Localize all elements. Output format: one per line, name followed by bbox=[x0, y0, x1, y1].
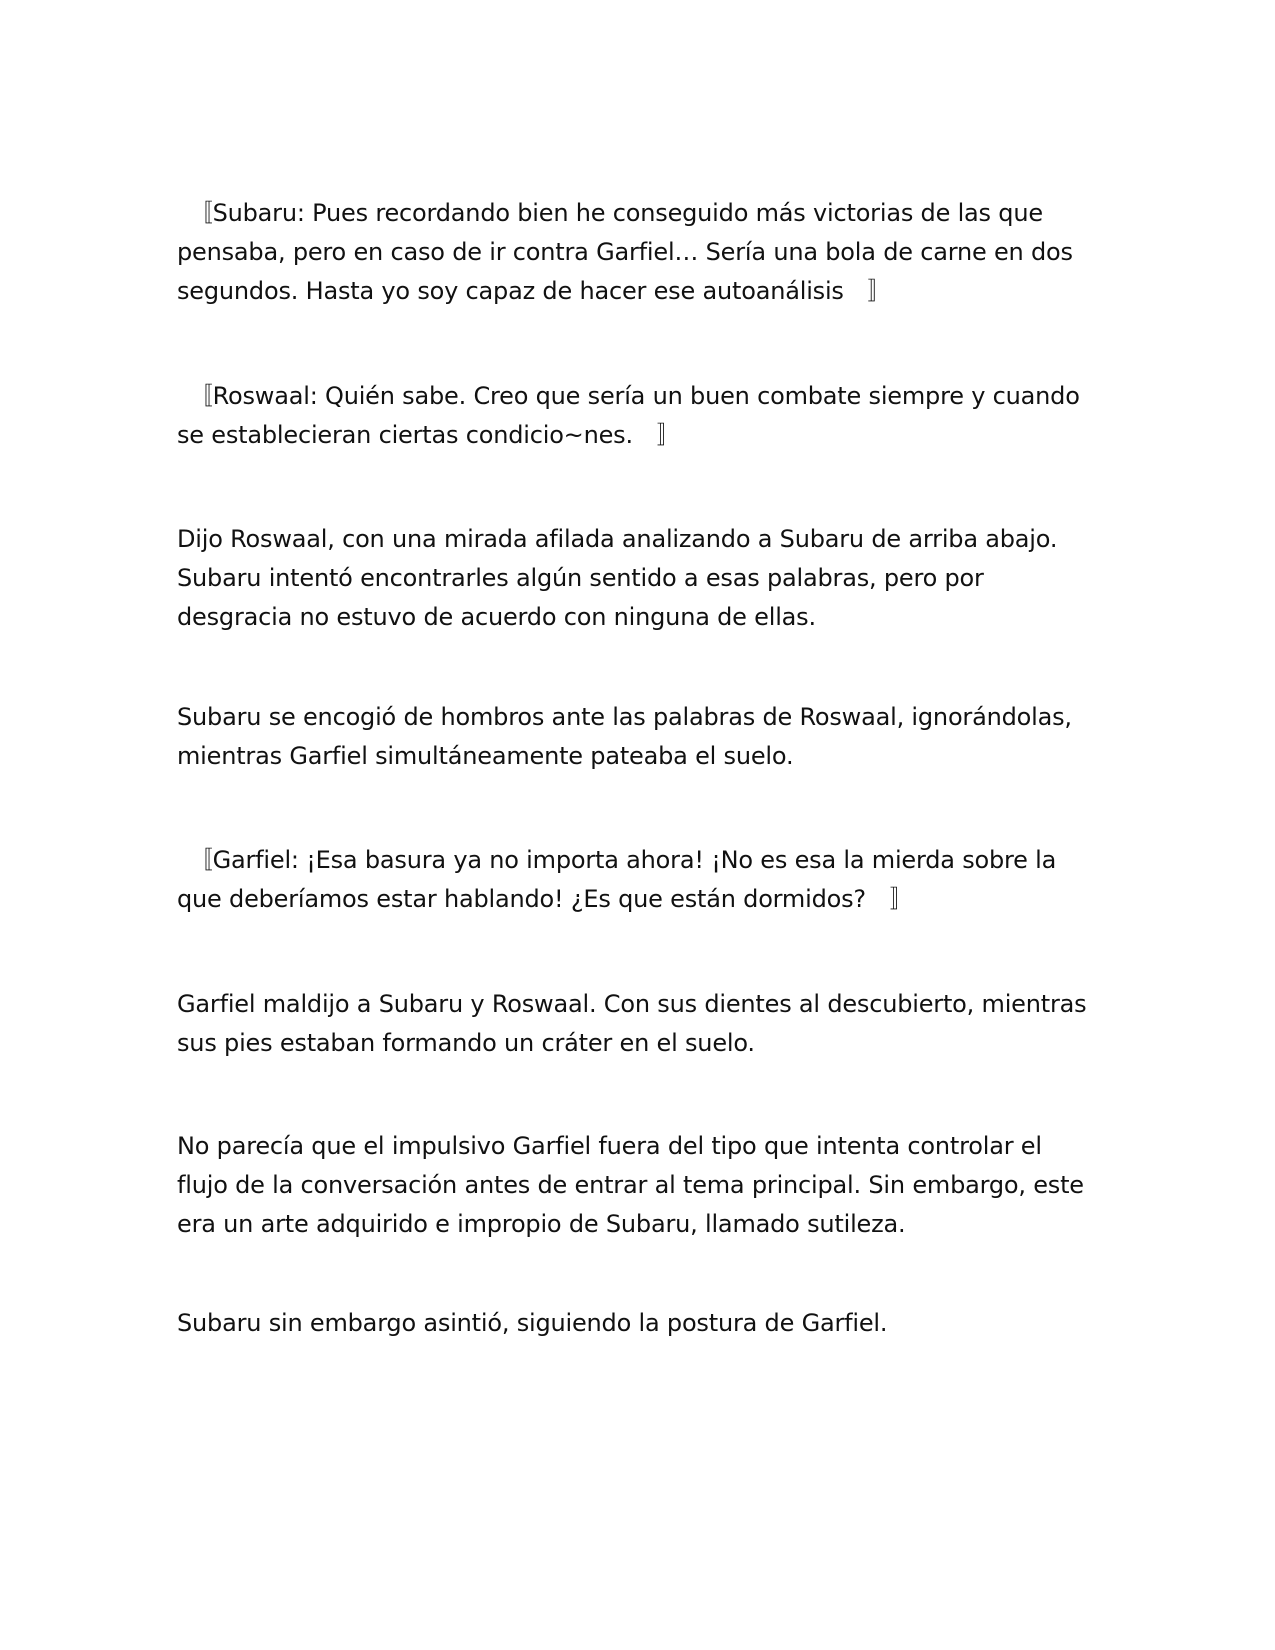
paragraph-narration-roswaal-look: Dijo Roswaal, con una mirada afilada analizando a Subaru de arriba abajo. Subaru intentó encontrarles algún sentido a esas palabras, pero por desgracia no estuvo de acuerdo con ninguna de ellas. bbox=[177, 525, 1058, 631]
paragraph-narration-garfiel-curse: Garfiel maldijo a Subaru y Roswaal. Con sus dientes al descubierto, mientras sus pies estaban formando un cráter en el suelo. bbox=[177, 990, 1087, 1057]
paragraph-roswaal-dialogue: 〚Roswaal: Quién sabe. Creo que sería un buen combate siempre y cuando se establecieran ciertas condicio~nes. 〛 bbox=[177, 382, 1080, 449]
paragraph-subaru-dialogue: 〚Subaru: Pues recordando bien he conseguido más victorias de las que pensaba, pero en caso de ir contra Garfiel… Sería una bola de carne en dos segundos. Hasta yo soy capaz de hacer ese autoanálisis 〛 bbox=[177, 199, 1073, 305]
paragraph-narration-subaru-nods: Subaru sin embargo asintió, siguiendo la postura de Garfiel. bbox=[177, 1309, 888, 1337]
paragraph-narration-subaru-shrug: Subaru se encogió de hombros ante las palabras de Roswaal, ignorándolas, mientras Garfiel simultáneamente pateaba el suelo. bbox=[177, 703, 1072, 770]
paragraph-garfiel-dialogue: 〚Garfiel: ¡Esa basura ya no importa ahora! ¡No es esa la mierda sobre la que deberíamos estar hablando! ¿Es que están dormidos? 〛 bbox=[177, 846, 1057, 913]
paragraph-narration-subtlety: No parecía que el impulsivo Garfiel fuera del tipo que intenta controlar el flujo de la conversación antes de entrar al tema principal. Sin embargo, este era un arte adquirido e impropio de Subaru, llamado sutileza. bbox=[177, 1132, 1084, 1238]
